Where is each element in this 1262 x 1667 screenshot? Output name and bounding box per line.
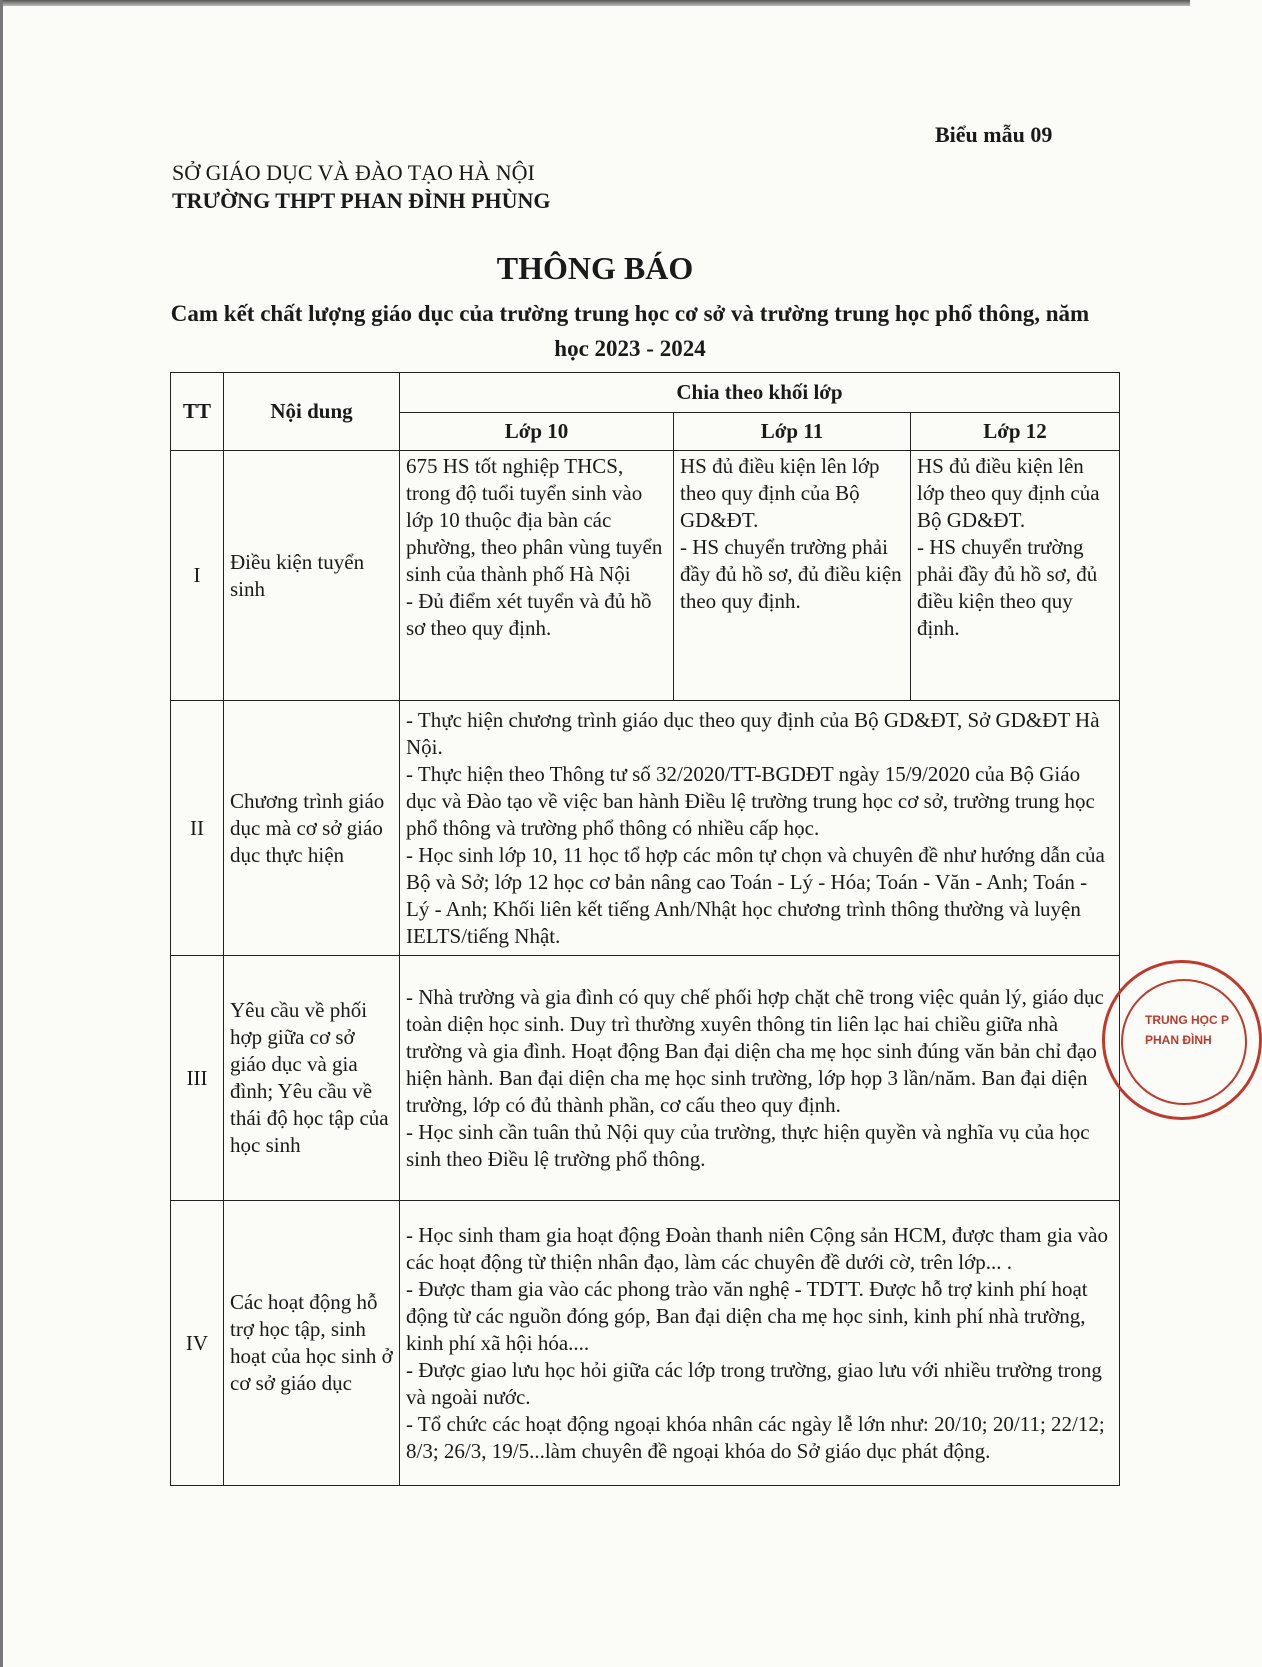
row-label: Chương trình giáo dục mà cơ sở giáo dục thực hiện [224,701,400,956]
row-number: I [171,451,224,701]
row-number: II [171,701,224,956]
row-number: III [171,956,224,1201]
header-content: Nội dung [224,373,400,451]
page-top-edge [0,0,1190,6]
row-label: Điều kiện tuyển sinh [224,451,400,701]
document-subtitle: Cam kết chất lượng giáo dục của trường trung học cơ sở và trường trung học phổ thông, năm học 2023 - 2024 [170,301,1090,361]
department-name: SỞ GIÁO DỤC VÀ ĐÀO TẠO HÀ NỘI [172,160,535,185]
school-seal-stamp [1102,960,1262,1120]
table-row [171,956,1120,1201]
school-name: TRƯỜNG THPT PHAN ĐÌNH PHÙNG [172,188,551,213]
grade-10-cell: 675 HS tốt nghiệp THCS, trong độ tuổi tuyển sinh vào lớp 10 thuộc địa bàn các phường, theo phân vùng tuyển sinh của thành phố Hà Nội - Đủ điểm xét tuyển và đủ hồ sơ theo quy định. [400,451,674,701]
header-grade-10: Lớp 10 [400,413,674,451]
table-row [171,1201,1120,1486]
row-content: - Thực hiện chương trình giáo dục theo quy định của Bộ GD&ĐT, Sở GD&ĐT Hà Nội. - Thực hiện theo Thông tư số 32/2020/TT-BGDĐT ngày 15/9/2020 của Bộ Giáo dục và Đào tạo về việc ban hành Điều lệ trường trung học cơ sở, trường trung học phổ thông và trường phổ thông có nhiều cấp học. - Học sinh lớp 10, 11 học tổ hợp các môn tự chọn và chuyên đề như hướng dẫn của Bộ và Sở; lớp 12 học cơ bản nâng cao Toán - Lý - Hóa; Toán - Văn - Anh; Toán - Lý - Anh; Khối liên kết tiếng Anh/Nhật học chương trình thông thường và luyện IELTS/tiếng Nhật. [400,701,1120,956]
table-row [171,451,1120,701]
row-label: Các hoạt động hỗ trợ học tập, sinh hoạt của học sinh ở cơ sở giáo dục [224,1201,400,1486]
table-header-row [171,373,1120,413]
table-row [171,701,1120,956]
row-content: - Nhà trường và gia đình có quy chế phối hợp chặt chẽ trong việc quản lý, giáo dục toàn diện học sinh. Duy trì thường xuyên thông tin liên lạc hai chiều giữa nhà trường và gia đình. Hoạt động Ban đại diện cha mẹ học sinh đúng văn bản chỉ đạo hiện hành. Ban đại diện cha mẹ học sinh trường, lớp họp 3 lần/năm. Ban đại diện trường, lớp có đủ thành phần, cơ cấu theo quy định. - Học sinh cần tuân thủ Nội quy của trường, thực hiện quyền và nghĩa vụ của học sinh theo Điều lệ trường phổ thông. [400,956,1120,1201]
header-grade-11: Lớp 11 [674,413,911,451]
document-title: THÔNG BÁO [496,250,694,286]
header-grade-group: Chia theo khối lớp [400,373,1120,413]
grade-11-cell: HS đủ điều kiện lên lớp theo quy định của Bộ GD&ĐT. - HS chuyển trường phải đầy đủ hồ sơ, đủ điều kiện theo quy định. [674,451,911,701]
row-content: - Học sinh tham gia hoạt động Đoàn thanh niên Cộng sản HCM, được tham gia vào các hoạt động từ thiện nhân đạo, làm các chuyên đề dưới cờ, trên lớp... . - Được tham gia vào các phong trào văn nghệ - TDTT. Được hỗ trợ kinh phí hoạt động từ các nguồn đóng góp, Ban đại diện cha mẹ học sinh, kinh phí nhà trường, kinh phí xã hội hóa.... - Được giao lưu học hỏi giữa các lớp trong trường, giao lưu với nhiều trường trong và ngoài nước. - Tổ chức các hoạt động ngoại khóa nhân các ngày lễ lớn như: 20/10; 20/11; 22/12; 8/3; 26/3, 19/5...làm chuyên đề ngoại khóa do Sở giáo dục phát động. [400,1201,1120,1486]
header-tt: TT [171,373,224,451]
form-number: Biểu mẫu 09 [935,122,1053,147]
row-label: Yêu cầu về phối hợp giữa cơ sở giáo dục và gia đình; Yêu cầu về thái độ học tập của học sinh [224,956,400,1201]
row-number: IV [171,1201,224,1486]
stamp-text-line2: PHAN ĐÌNH [1145,1033,1212,1047]
stamp-text-line1: TRUNG HỌC P [1145,1013,1229,1027]
grade-12-cell: HS đủ điều kiện lên lớp theo quy định của Bộ GD&ĐT. - HS chuyển trường phải đầy đủ hồ sơ, đủ điều kiện theo quy định. [911,451,1120,701]
commitment-table [170,372,1120,1486]
header-grade-12: Lớp 12 [911,413,1120,451]
